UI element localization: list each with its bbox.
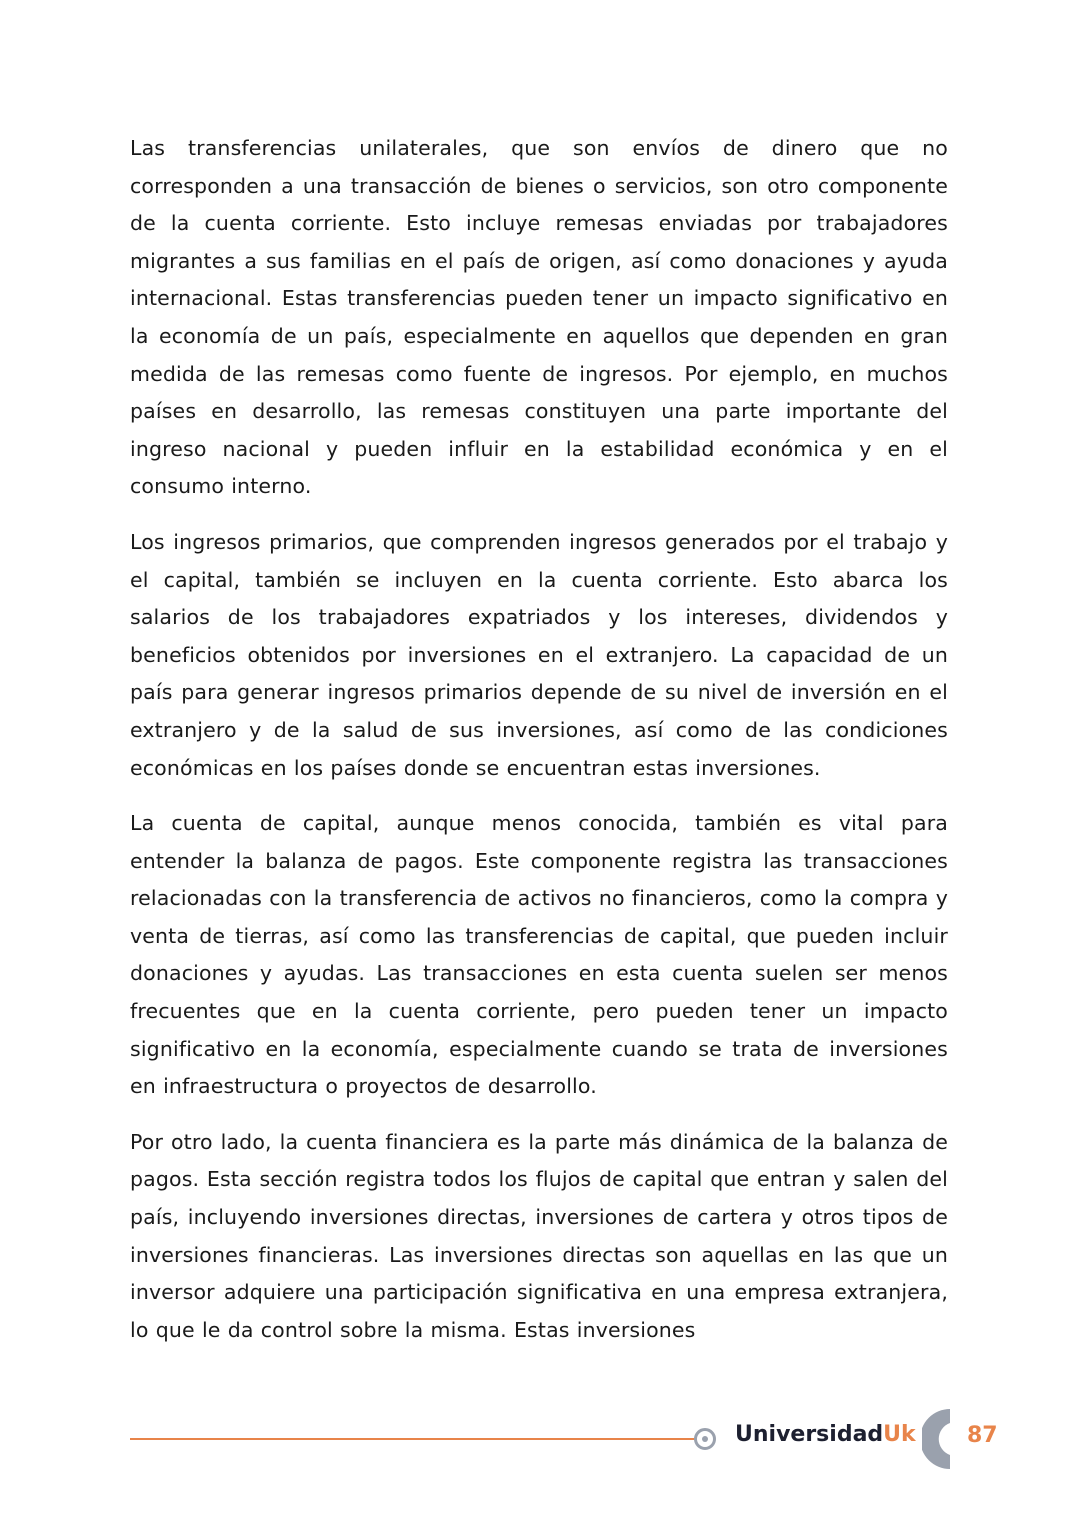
- paragraph-primary-income: Los ingresos primarios, que comprenden ingresos generados por el trabajo y el capital, también se incluyen en la cuenta corriente. Esto abarca los salarios de los trabajadores expatriados y los intereses, dividendos y beneficios obtenidos por inversiones en el extranjero. La capacidad de un país para generar ingresos primarios depende de su nivel de inversión en el extranjero y de la salud de sus inversiones, así como de las condiciones económicas en los países donde se encuentran estas inversiones.: [130, 529, 948, 780]
- paragraph-unilateral-transfers: Las transferencias unilaterales, que son envíos de dinero que no corresponden a una transacción de bienes o servicios, son otro componente de la cuenta corriente. Esto incluye remesas enviadas por trabajadores migrantes a sus familias en el país de origen, así como donaciones y ayuda internacional. Estas transferencias pueden tener un impacto significativo en la economía de un país, especialmente en aquellos que dependen en gran medida de las remesas como fuente de ingresos. Por ejemplo, en muchos países en desarrollo, las remesas constituyen una parte importante del ingreso nacional y pueden influir en la estabilidad económica y en el consumo interno.: [130, 136, 948, 499]
- brand-accent: Uk: [883, 1422, 916, 1447]
- page-number: 87: [967, 1423, 998, 1448]
- target-dot-icon: [694, 1428, 716, 1450]
- paragraph-financial-account: Por otro lado, la cuenta financiera es la parte más dinámica de la balanza de pagos. Esta sección registra todos los flujos de capital que entran y salen del país, incluyendo inversiones directas, inversiones de cartera y otros tipos de inversiones financieras. Las inversiones directas son aquellas en las que un inversor adquiere una participación significativa en una empresa extranjera, lo que le da control sobre la misma. Estas inversiones: [130, 1129, 948, 1342]
- footer-divider-line: [130, 1438, 698, 1440]
- page-body: [130, 130, 948, 1367]
- brand-logo-text: [735, 1422, 916, 1447]
- paragraph-capital-account: La cuenta de capital, aunque menos conocida, también es vital para entender la balanza de pagos. Este componente registra las transacciones relacionadas con la transferencia de activos no financieros, como la compra y venta de tierras, así como las transferencias de capital, que pueden incluir donaciones y ayudas. Las transacciones en esta cuenta suelen ser menos frecuentes que en la cuenta corriente, pero pueden tener un impacto significativo en la economía, especialmente cuando se trata de inversiones en infraestructura o proyectos de desarrollo.: [130, 811, 948, 1099]
- page-footer: [0, 1400, 1080, 1480]
- brand-name: Universidad: [735, 1422, 884, 1447]
